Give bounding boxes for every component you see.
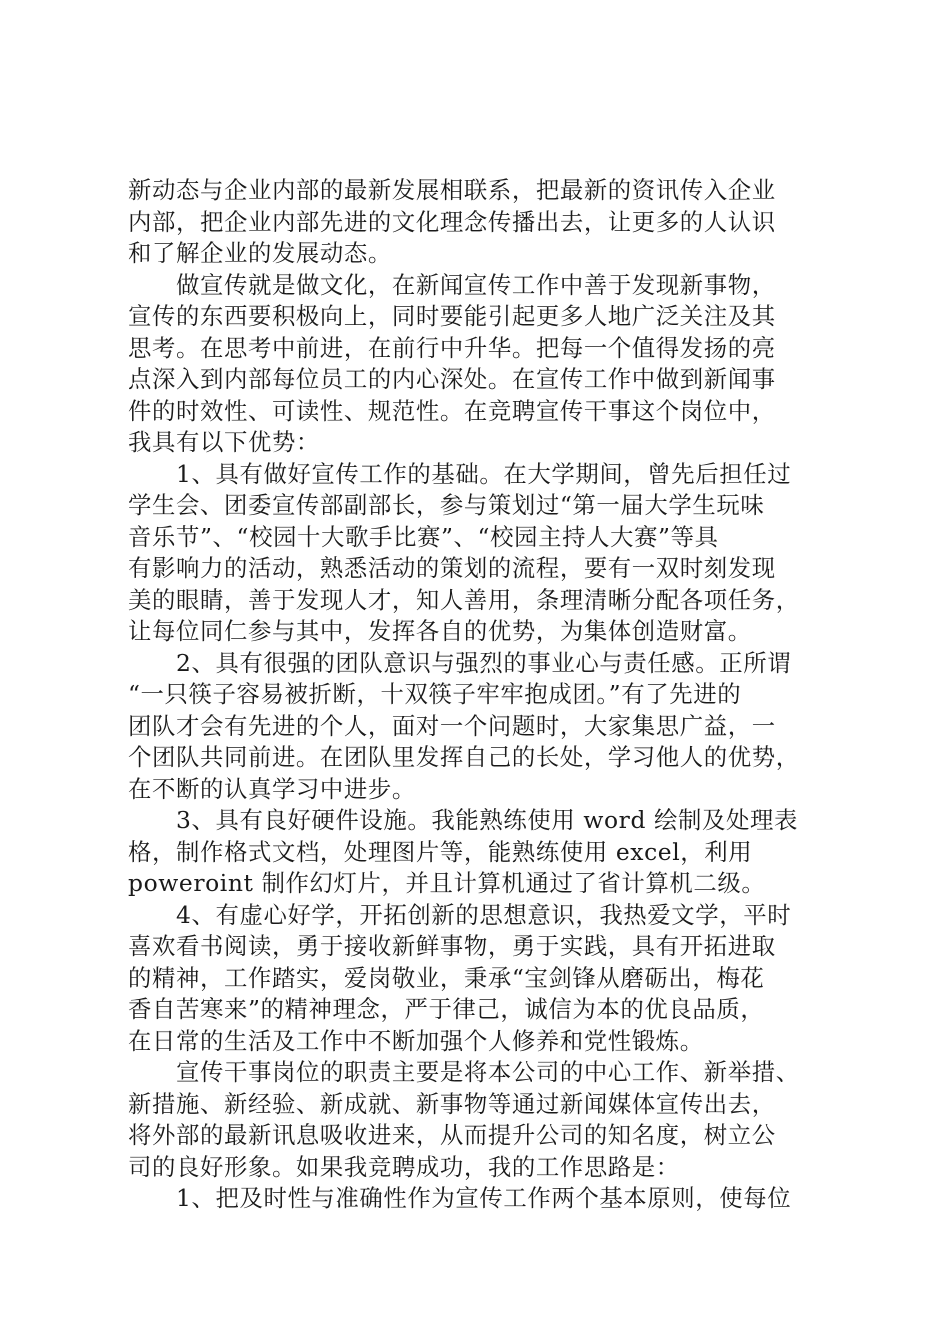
text-line: “一只筷子容易被折断，十双筷子牢牢抱成团。”有了先进的 <box>128 680 742 708</box>
text-line: 思考。在思考中前进，在前行中升华。把每一个值得发扬的亮 <box>128 333 776 362</box>
text-line: 学生会、团委宣传部副部长，参与策划过“第一届大学生玩味 <box>128 491 765 519</box>
text-line: 点深入到内部每位员工的内心深处。在宣传工作中做到新闻事 <box>128 365 776 393</box>
text-line: 将外部的最新讯息吸收进来，从而提升公司的知名度，树立公 <box>128 1121 776 1149</box>
text-line: 个团队共同前进。在团队里发挥自己的长处，学习他人的优势， <box>128 743 800 771</box>
text-line: 让每位同仁参与其中，发挥各自的优势，为集体创造财富。 <box>128 617 752 645</box>
text-line: 宣传干事岗位的职责主要是将本公司的中心工作、新举措、 <box>176 1058 800 1086</box>
body-text <box>128 175 834 1215</box>
text-line: 的精神，工作踏实，爱岗敬业，秉承“宝剑锋从磨砺出，梅花 <box>128 963 765 992</box>
text-line: poweroint 制作幻灯片，并且计算机通过了省计算机二级。 <box>128 869 766 897</box>
text-line: 美的眼睛，善于发现人才，知人善用，条理清晰分配各项任务， <box>128 585 800 614</box>
text-line: 新措施、新经验、新成就、新事物等通过新闻媒体宣传出去， <box>128 1089 776 1118</box>
text-line: 1、具有做好宣传工作的基础。在大学期间，曾先后担任过 <box>176 459 792 488</box>
text-line: 内部，把企业内部先进的文化理念传播出去，让更多的人认识 <box>128 207 776 236</box>
text-line: 和了解企业的发展动态。 <box>128 239 392 267</box>
text-line: 2、具有很强的团队意识与强烈的事业心与责任感。正所谓 <box>176 648 792 677</box>
text-line: 有影响力的活动，熟悉活动的策划的流程，要有一双时刻发现 <box>128 554 776 582</box>
text-line: 司的良好形象。如果我竞聘成功，我的工作思路是： <box>128 1152 680 1181</box>
text-line: 香自苦寒来”的精神理念，严于律己，诚信为本的优良品质， <box>128 995 765 1023</box>
text-line: 团队才会有先进的个人，面对一个问题时，大家集思广益，一 <box>128 711 776 740</box>
text-line: 在不断的认真学习中进步。 <box>128 774 416 803</box>
text-line: 我具有以下优势： <box>128 428 320 456</box>
text-line: 3、具有良好硬件设施。我能熟练使用 word 绘制及处理表 <box>176 806 799 834</box>
text-line: 1、把及时性与准确性作为宣传工作两个基本原则，使每位 <box>176 1184 792 1212</box>
text-line: 做宣传就是做文化，在新闻宣传工作中善于发现新事物， <box>176 270 776 299</box>
text-line: 喜欢看书阅读，勇于接收新鲜事物，勇于实践，具有开拓进取 <box>128 932 776 960</box>
text-line: 件的时效性、可读性、规范性。在竞聘宣传干事这个岗位中， <box>128 396 776 425</box>
text-line: 新动态与企业内部的最新发展相联系，把最新的资讯传入企业 <box>128 176 776 204</box>
text-line: 音乐节”、“校园十大歌手比赛”、“校园主持人大赛”等具 <box>128 522 719 551</box>
text-line: 4、有虚心好学，开拓创新的思想意识，我热爱文学，平时 <box>176 900 792 929</box>
text-line: 在日常的生活及工作中不断加强个人修养和党性锻炼。 <box>128 1026 704 1055</box>
text-line: 格，制作格式文档，处理图片等，能熟练使用 excel，利用 <box>128 837 753 866</box>
text-line: 宣传的东西要积极向上，同时要能引起更多人地广泛关注及其 <box>128 302 776 330</box>
